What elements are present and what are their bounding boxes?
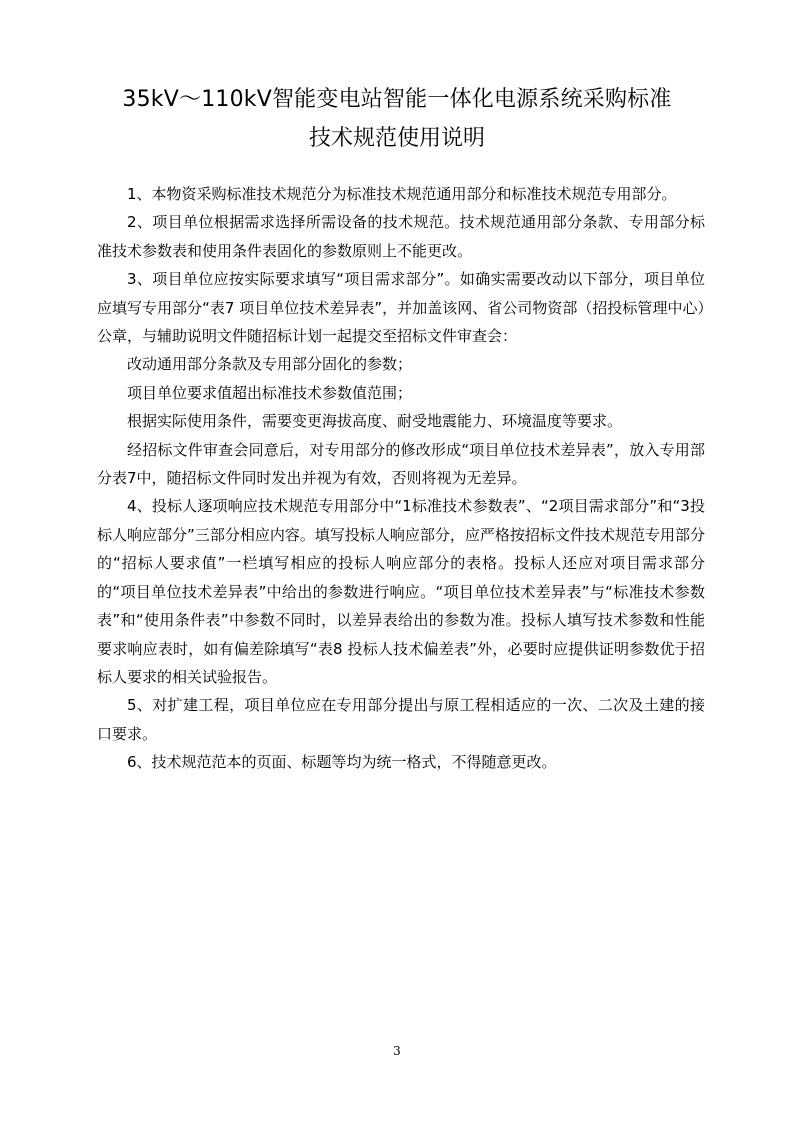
document-body (97, 180, 705, 777)
paragraph-item-6: 6、技术规范范本的页面、标题等均为统一格式，不得随意更改。 (127, 753, 557, 772)
document-title-line-1: 35kV～110kV智能变电站智能一体化电源系统采购标准 (122, 87, 672, 112)
paragraph-item-5: 5、对扩建工程，项目单位应在专用部分提出与原工程相适应的一次、二次及土建的接口要求。 (97, 696, 705, 743)
paragraph-sub-item-2: 项目单位要求值超出标准技术参数值范围； (127, 383, 413, 402)
paragraph-item-3: 3、项目单位应按实际要求填写“项目需求部分”。如确实需要改动以下部分，项目单位应填写专用部分“表7 项目单位技术差异表”，并加盖该网、省公司物资部（招投标管理中心）公章，与辅助说明文件随招标计划一起提交至招标文件审查会： (97, 270, 705, 346)
paragraph-item-1: 1、本物资采购标准技术规范分为标准技术规范通用部分和标准技术规范专用部分。 (127, 185, 677, 203)
paragraph-review-note: 经招标文件审查会同意后，对专用部分的修改形成“项目单位技术差异表”，放入专用部分表7中，随招标文件同时发出并视为有效，否则将视为无差异。 (97, 440, 705, 488)
paragraph-sub-item-1: 改动通用部分条款及专用部分固化的参数； (127, 355, 413, 374)
paragraph-sub-item-3: 根据实际使用条件，需要变更海拔高度、耐受地震能力、环境温度等要求。 (127, 412, 623, 431)
page-number: 3 (393, 1044, 401, 1058)
paragraph-item-4: 4、投标人逐项响应技术规范专用部分中“1标准技术参数表”、“2项目需求部分”和“3投标人响应部分”三部分相应内容。填写投标人响应部分，应严格按招标文件技术规范专用部分的“招标人要求值”一栏填写相应的投标人响应部分的表格。投标人还应对项目需求部分的“项目单位技术差异表”中给出的参数进行响应。“项目单位技术差异表”与“标准技术参数表”和“使用条件表”中参数不同时，以差异表给出的参数为准。投标人填写技术参数和性能要求响应表时，如有偏差除填写“表8 投标人技术偏差表”外，必要时应提供证明参数优于招标人要求的相关试验报告。 (97, 497, 705, 686)
document-title-line-2: 技术规范使用说明 (308, 126, 485, 151)
paragraph-item-2: 2、项目单位根据需求选择所需设备的技术规范。技术规范通用部分条款、专用部分标准技术参数表和使用条件表固化的参数原则上不能更改。 (97, 213, 705, 260)
